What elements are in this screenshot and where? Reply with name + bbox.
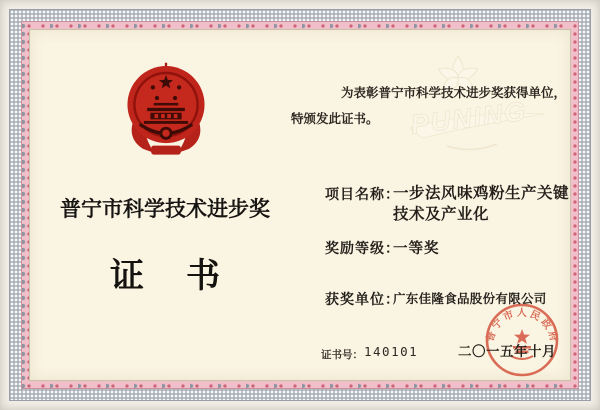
recipient-label: 获奖单位： xyxy=(325,291,400,307)
issue-date: 二〇一五年十月 xyxy=(458,344,556,359)
cert-number-label: 证书号： xyxy=(321,349,363,361)
project-name-line2: 技术及产业化 xyxy=(393,206,490,223)
certificate-title: 普宁市科学技术进步奖 xyxy=(60,198,270,221)
cert-number-value: 140101 xyxy=(364,344,419,359)
seal-arc-text: 普宁市人民政府 xyxy=(484,307,560,345)
project-name-label: 项目名称： xyxy=(325,186,400,202)
intro-paragraph xyxy=(291,80,569,132)
recipient-value: 广东佳隆食品股份有限公司 xyxy=(393,292,547,306)
intro-line-2: 特颁发此证书。 xyxy=(291,112,379,126)
intro-line-1: 为表彰普宁市科学技术进步奖获得单位， xyxy=(341,86,567,100)
watermark-text: PUNING xyxy=(409,95,529,140)
certificate-heading xyxy=(29,248,301,297)
award-grade-label: 奖励等级： xyxy=(325,240,400,256)
national-emblem-icon xyxy=(125,61,207,158)
award-grade-value: 一等奖 xyxy=(393,241,440,257)
heading-char-zheng: 证 xyxy=(110,257,144,295)
heading-char-shu: 书 xyxy=(186,257,220,295)
project-name-value xyxy=(393,183,575,225)
project-name-line1: 一步法风味鸡粉生产关键 xyxy=(393,185,570,202)
